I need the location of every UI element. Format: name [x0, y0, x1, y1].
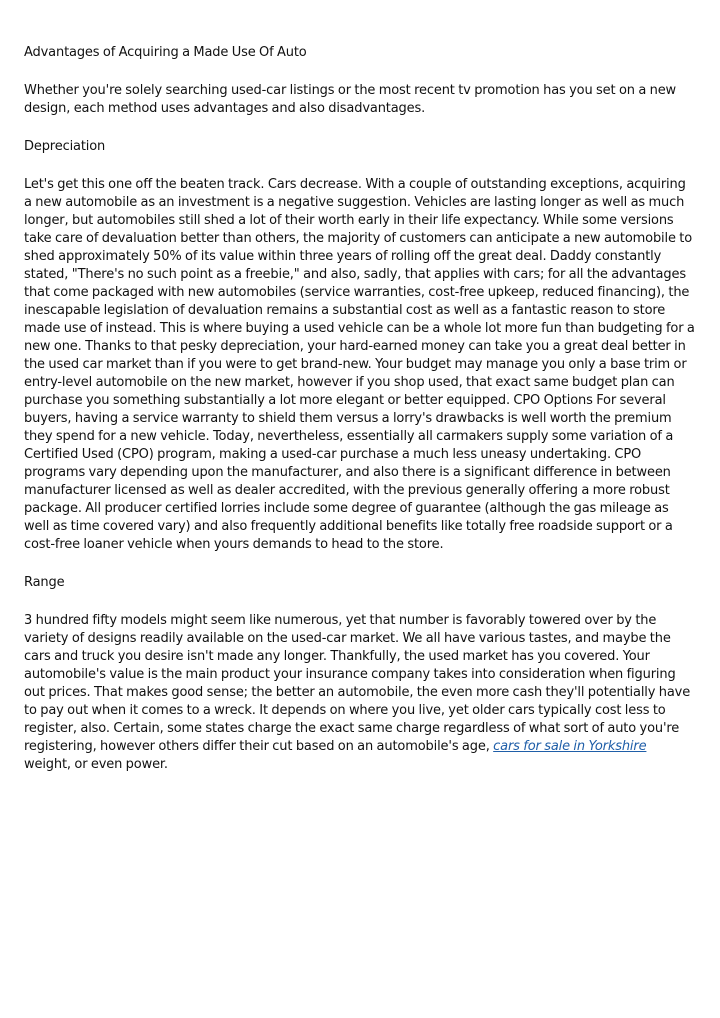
- range-paragraph: [24, 612, 696, 774]
- cars-for-sale-link[interactable]: cars for sale in Yorkshire: [493, 739, 647, 754]
- intro-paragraph: Whether you're solely searching used-car listings or the most recent tv promotion has you set on a new design, each method uses advantages and also disadvantages.: [24, 83, 677, 116]
- section-heading-range: Range: [24, 575, 65, 590]
- depreciation-paragraph: Let's get this one off the beaten track. Cars decrease. With a couple of outstanding exceptions, acquiring a new automobile as an investment is a negative suggestion. Vehicles are lasting longer as well as much longer, but automobiles still shed a lot of their worth early in their life expectancy. While some versions take care of devaluation better than others, the majority of customers can anticipate a new automobile to shed approximately 50% of its value within three years of rolling off the great deal. Daddy constantly stated, "There's no such point as a freebie," and also, sadly, that applies with cars; for all the advantages that come packaged with new automobiles (service warranties, cost-free upkeep, reduced financing), the inescapable legislation of devaluation remains a substantial cost as well as a fantastic reason to store made use of instead. This is where buying a used vehicle can be a whole lot more fun than budgeting for a new one. Thanks to that pesky depreciation, your hard-earned money can take you a great deal better in the used car market than if you were to get brand-new. Your budget may manage you only a base trim or entry-level automobile on the new market, however if you shop used, that exact same budget plan can purchase you something substantially a lot more elegant or better equipped. CPO Options For several buyers, having a service warranty to shield them versus a lorry's drawbacks is well worth the premium they spend for a new vehicle. Today, nevertheless, essentially all carmakers supply some variation of a Certified Used (CPO) program, making a used-car purchase a much less uneasy undertaking. CPO programs vary depending upon the manufacturer, and also there is a significant difference in between manufacturer licensed as well as dealer accredited, with the previous generally offering a more robust package. All producer certified lorries include some degree of guarantee (although the gas mileage as well as time covered vary) and also frequently additional benefits like totally free roadside support or a cost-free loaner vehicle when yours demands to head to the store.: [24, 177, 695, 552]
- range-text-after-link: weight, or even power.: [24, 757, 168, 772]
- section-heading-depreciation: Depreciation: [24, 139, 106, 154]
- article-title: Advantages of Acquiring a Made Use Of Auto: [24, 45, 307, 60]
- range-text-before-link: 3 hundred fifty models might seem like numerous, yet that number is favorably towered over by the variety of designs readily available on the used-car market. We all have various tastes, and maybe the cars and truck you desire isn't made any longer. Thankfully, the used market has you covered. Your automobile's value is the main product your insurance company takes into consideration when figuring out prices. That makes good sense; the better an automobile, the even more cash they'll potentially have to pay out when it comes to a wreck. It depends on where you live, yet older cars typically cost less to register, also. Certain, some states charge the exact same charge regardless of what sort of auto you're registering, however others differ their cut based on an automobile's age,: [24, 613, 691, 754]
